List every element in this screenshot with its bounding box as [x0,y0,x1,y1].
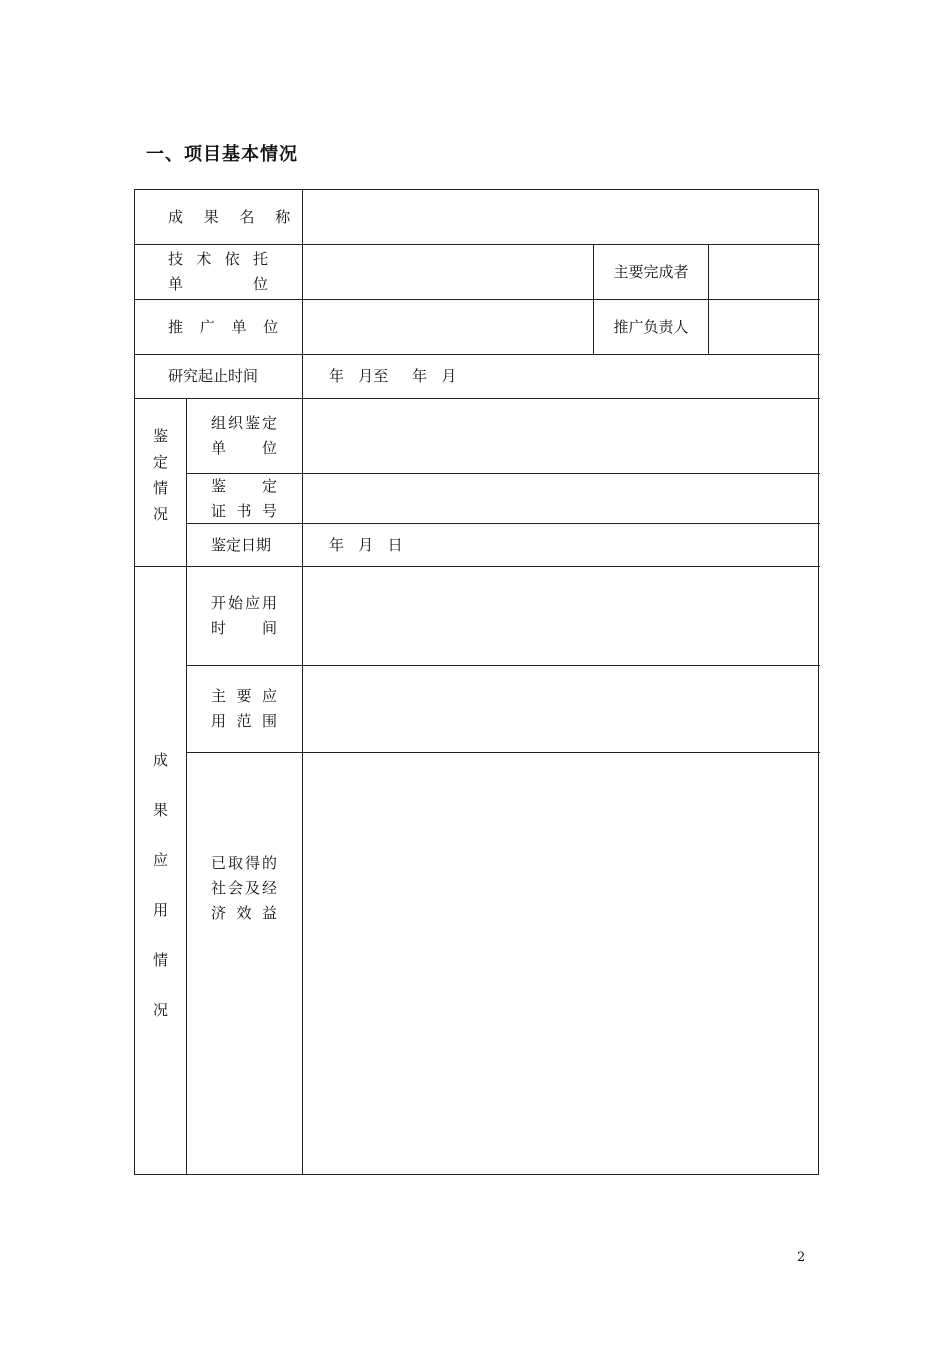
promo-leader-label: 推广负责人 [613,317,689,336]
project-info-form [134,189,819,1175]
application-benefit-field[interactable] [303,753,820,1175]
section-heading: 一、项目基本情况 [146,144,298,165]
achievement-name-label: 成 果 名 称 [168,207,299,226]
promo-unit-label: 推 广 单 位 [168,317,285,336]
appraisal-org-field[interactable] [303,399,820,473]
appraisal-date-label: 鉴定日期 [211,535,272,554]
appraisal-cert-field[interactable] [303,474,820,523]
appraisal-date-field[interactable]: 年 月 日 [329,535,403,554]
promo-leader-field[interactable] [709,300,820,354]
main-completer-label: 主要完成者 [613,262,689,281]
page-number: 2 [797,1250,806,1265]
application-benefit-label: 已取得的 社会及经 济 效 益 [211,854,277,922]
application-group-label: 成 果 应 用 情 况 [152,751,168,1019]
application-start-field[interactable] [303,567,820,665]
appraisal-group-label: 鉴 定 情 况 [152,427,168,523]
application-scope-field[interactable] [303,666,820,752]
appraisal-cert-label: 鉴 定 证 书 号 [211,476,277,520]
promo-unit-field[interactable] [303,300,593,354]
main-completer-field[interactable] [709,245,820,299]
research-period-field[interactable]: 年 月至 年 月 [329,367,457,385]
application-scope-label: 主 要 应 用 范 围 [211,687,277,730]
tech-unit-label: 技 术 依 托 单 位 [168,250,268,293]
application-start-label: 开始应用 时 间 [211,594,277,637]
tech-unit-field[interactable] [303,245,593,299]
research-period-label: 研究起止时间 [168,367,259,385]
achievement-name-field[interactable] [303,190,820,244]
appraisal-org-label: 组织鉴定 单 位 [211,414,277,457]
column-divider [186,398,187,1175]
